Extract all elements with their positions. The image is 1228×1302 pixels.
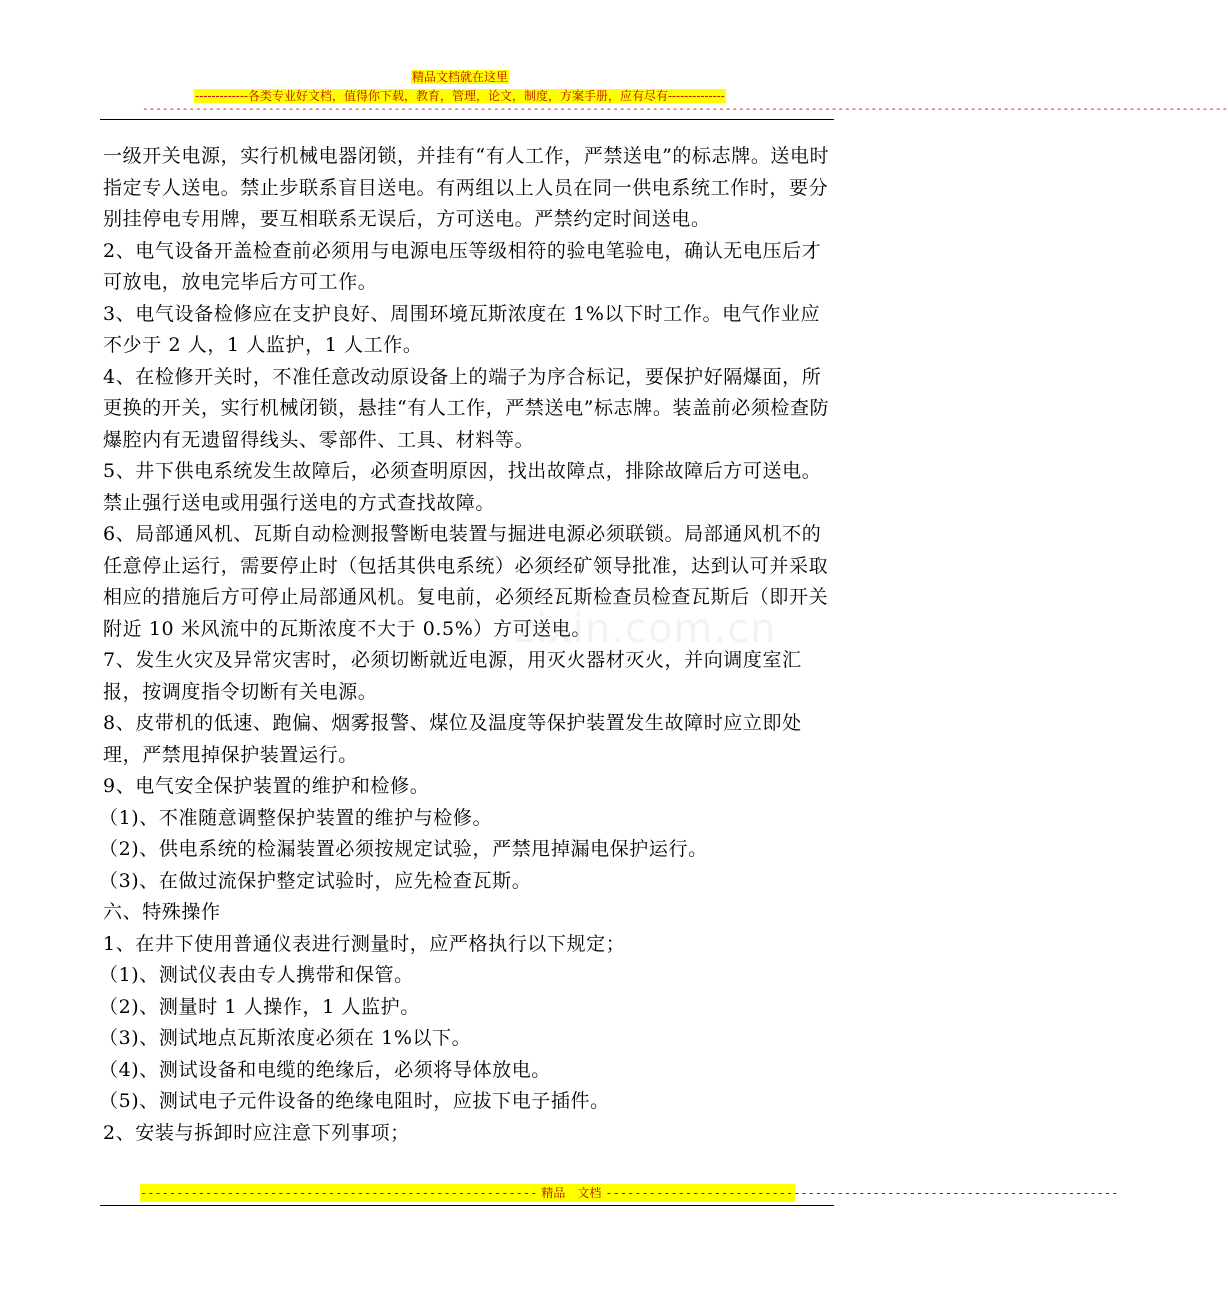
paragraph: （2)、测量时 1 人操作，1 人监护。 bbox=[99, 995, 420, 1018]
footer-label: 精品 文档 bbox=[541, 1186, 602, 1200]
watermark: zixin.com.cn bbox=[514, 606, 777, 652]
paragraph: （1)、不准随意调整保护装置的维护与检修。 bbox=[99, 806, 493, 829]
paragraph: （3)、测试地点瓦斯浓度必须在 1%以下。 bbox=[99, 1027, 472, 1049]
paragraph: 1、在井下使用普通仪表进行测量时，应严格执行以下规定； bbox=[103, 932, 626, 955]
footer-right-dashes: ----------------------------------------------------------------------- bbox=[605, 1186, 1119, 1200]
paragraph: （5)、测试电子元件设备的绝缘电阻时，应拔下电子插件。 bbox=[99, 1090, 610, 1112]
paragraph: 6、局部通风机、瓦斯自动检测报警断电装置与掘进电源必须联锁。局部通风机不的任意停止运行，需要停止时（包括其供电系统）必须经矿领导批准，达到认可并采取相应的措施后方可停止局部通风机。复电前，必须经瓦斯检查员检查瓦斯后（即开关附近 10 米风流中的瓦斯浓度不大于 0.5%）方可送电。 bbox=[103, 523, 829, 640]
header-rule bbox=[100, 119, 834, 120]
paragraph: 4、在检修开关时，不准任意改动原设备上的端子为序合标记，要保护好隔爆面，所更换的开关，实行机械闭锁，悬挂“有人工作，严禁送电”标志牌。装盖前必须检查防爆腔内有无遗留得线头、零部件、工具、材料等。 bbox=[103, 365, 830, 451]
document-body bbox=[99, 141, 833, 1149]
paragraph: 3、电气设备检修应在支护良好、周围环境瓦斯浓度在 1%以下时工作。电气作业应不少于 2 人，1 人监护，1 人工作。 bbox=[103, 302, 821, 356]
paragraph: 5、井下供电系统发生故障后，必须查明原因，找出故障点，排除故障后方可送电。禁止强行送电或用强行送电的方式查找故障。 bbox=[103, 460, 822, 514]
footer-banner bbox=[140, 1184, 1119, 1202]
paragraph: （3)、在做过流保护整定试验时，应先检查瓦斯。 bbox=[99, 869, 532, 892]
header-subtitle: -------------各类专业好文档，值得你下载，教育，管理，论文，制度，方案手册，应有尽有-------------- bbox=[195, 89, 725, 103]
paragraph: 2、安装与拆卸时应注意下列事项； bbox=[103, 1121, 410, 1144]
paragraph: 9、电气安全保护装置的维护和检修。 bbox=[103, 775, 430, 797]
paragraph: （4)、测试设备和电缆的绝缘后，必须将导体放电。 bbox=[99, 1058, 551, 1081]
paragraph: （2)、供电系统的检漏装置必须按规定试验，严禁甩掉漏电保护运行。 bbox=[99, 838, 708, 860]
header-dash-line: -------------------------------------------------------------------------------------------------------------------------------------------------------------------- bbox=[142, 102, 1228, 115]
footer-rule bbox=[100, 1205, 834, 1206]
section-heading: 六、特殊操作 bbox=[103, 901, 221, 923]
paragraph: 2、电气设备开盖检查前必须用与电源电压等级相符的验电笔验电，确认无电压后才可放电，放电完毕后方可工作。 bbox=[103, 239, 822, 293]
footer-left-dashes: ------------------------------------------------------- bbox=[140, 1186, 538, 1200]
header-title: 精品文档就在这里 bbox=[411, 70, 508, 84]
paragraph: 一级开关电源，实行机械电器闭锁，并挂有“有人工作，严禁送电”的标志牌。送电时指定专人送电。禁止步联系盲目送电。有两组以上人员在同一供电系统工作时，要分别挂停电专用牌，要互相联系无误后，方可送电。严禁约定时间送电。 bbox=[103, 145, 830, 230]
paragraph: 8、皮带机的低速、跑偏、烟雾报警、煤位及温度等保护装置发生故障时应立即处理，严禁甩掉保护装置运行。 bbox=[103, 712, 802, 766]
paragraph: （1)、测试仪表由专人携带和保管。 bbox=[99, 964, 414, 986]
paragraph: 7、发生火灾及异常灾害时，必须切断就近电源，用灭火器材灭火，并向调度室汇报，按调度指令切断有关电源。 bbox=[103, 649, 802, 703]
